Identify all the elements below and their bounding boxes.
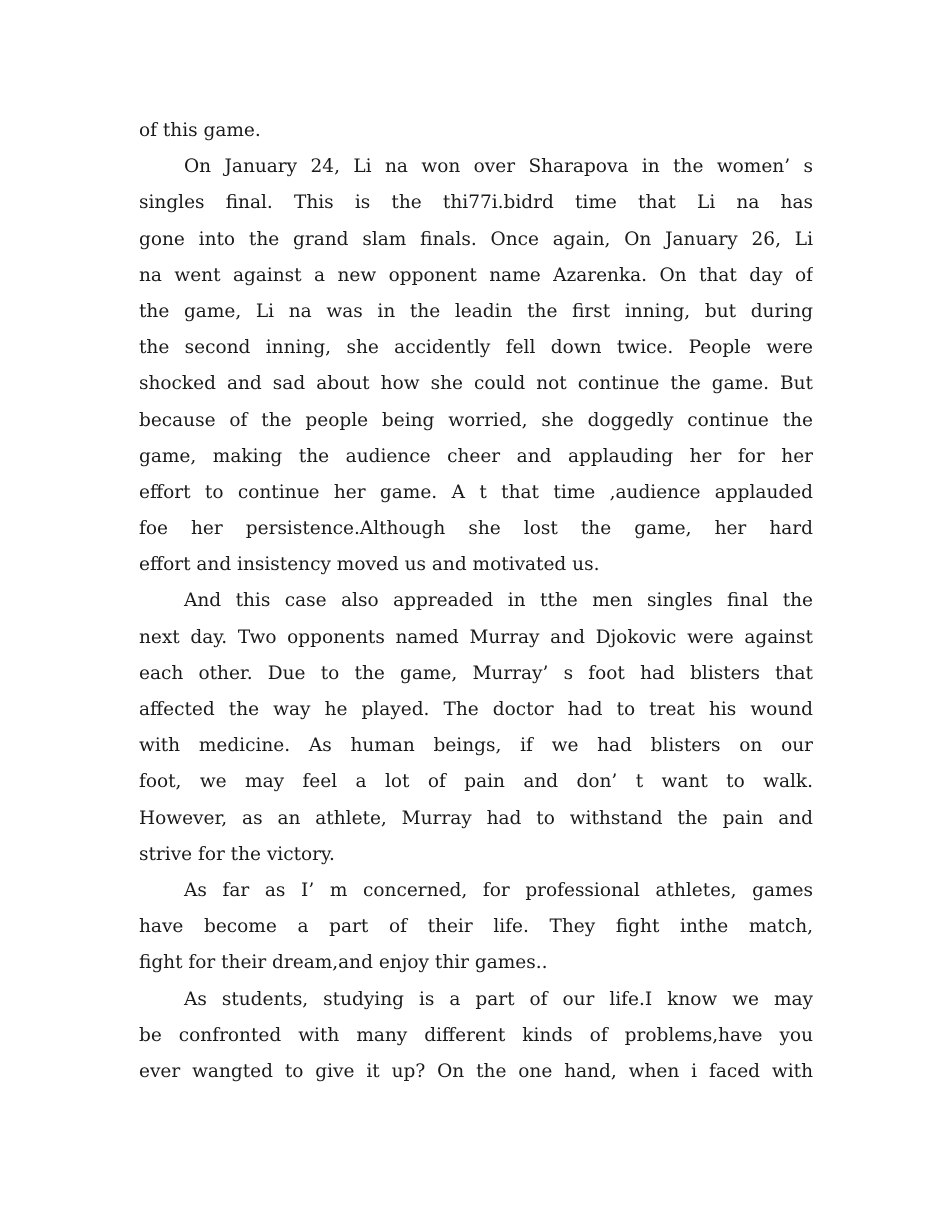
text-line: the second inning, she accidently fell down twice. People were	[139, 337, 813, 359]
text-line: strive for the victory.	[139, 843, 335, 865]
paragraph	[139, 583, 813, 873]
text-line: each other. Due to the game, Murray’ s foot had blisters that	[139, 662, 813, 684]
text-line: the game, Li na was in the leadin the first inning, but during	[139, 300, 813, 322]
text-line: affected the way he played. The doctor had to treat his wound	[139, 699, 813, 720]
text-line: because of the people being worried, she doggedly continue the	[139, 409, 813, 431]
text-line: fight for their dream,and enjoy thir games..	[139, 952, 548, 974]
text-line: game, making the audience cheer and applauding her for her	[139, 445, 813, 467]
text-line: As far as I’ m concerned, for professional athletes, games	[184, 879, 813, 901]
paragraph	[139, 982, 813, 1091]
text-line: effort to continue her game. A t that time ,audience applauded	[139, 481, 813, 503]
text-line: foot, we may feel a lot of pain and don’ t want to walk.	[139, 771, 813, 793]
text-line: be confronted with many different kinds of problems,have you	[139, 1024, 813, 1046]
text-line: next day. Two opponents named Murray and Djokovic were against	[139, 626, 813, 648]
text-line: On January 24, Li na won over Sharapova in the women’ s	[184, 156, 813, 178]
text-line: And this case also appreaded in tthe men singles final the	[184, 590, 813, 612]
paragraph	[139, 113, 813, 149]
paragraph	[139, 873, 813, 982]
text-line: gone into the grand slam finals. Once again, On January 26, Li	[139, 228, 813, 250]
text-line: effort and insistency moved us and motivated us.	[139, 554, 600, 576]
text-line: shocked and sad about how she could not continue the game. But	[139, 373, 813, 395]
paragraph	[139, 149, 813, 583]
text-line: have become a part of their life. They fight inthe match,	[139, 916, 813, 938]
text-line: of this game.	[139, 120, 261, 141]
text-line: with medicine. As human beings, if we had blisters on our	[139, 735, 813, 757]
text-line: As students, studying is a part of our life.I know we may	[184, 988, 813, 1010]
text-line: singles final. This is the thi77i.bidrd time that Li na has	[139, 192, 813, 214]
text-line: However, as an athlete, Murray had to withstand the pain and	[139, 807, 813, 829]
text-line: ever wangted to give it up? On the one hand, when i faced with	[139, 1060, 813, 1082]
text-line: na went against a new opponent name Azarenka. On that day of	[139, 264, 813, 286]
text-line: foe her persistence.Although she lost the game, her hard	[139, 518, 813, 540]
body-text	[139, 113, 813, 1090]
